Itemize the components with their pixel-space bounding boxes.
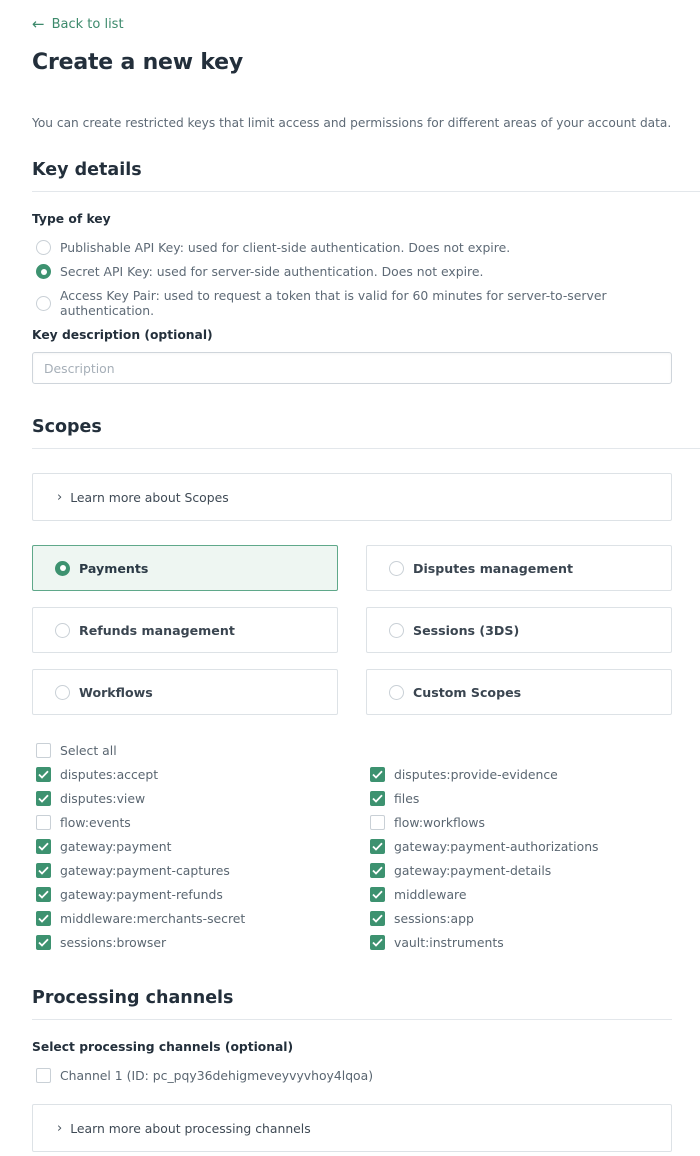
checkbox-icon [370, 815, 385, 830]
key-description-label: Key description (optional) [32, 328, 213, 342]
learn-more-processing-channels-label: Learn more about processing channels [70, 1120, 311, 1136]
channel-label: Channel 1 (ID: pc_pqy36dehigmeveyvyvhoy4lqoa) [60, 1068, 374, 1083]
scope-checkbox-gateway-payment-refunds[interactable] [36, 887, 223, 902]
scope-label: sessions:browser [60, 935, 167, 950]
page-title: Create a new key [32, 50, 244, 75]
key-type-access-key-pair[interactable] [36, 288, 700, 318]
scope-group-label: Sessions (3DS) [413, 622, 520, 638]
arrow-left-icon: ← [32, 15, 45, 33]
scopes-divider [32, 448, 700, 449]
learn-more-scopes-label: Learn more about Scopes [70, 489, 229, 505]
radio-checked-icon [36, 264, 51, 279]
scope-checkbox-middleware-merchants-secret[interactable] [36, 911, 245, 926]
scope-label: files [394, 791, 420, 806]
scope-group-label: Refunds management [79, 622, 235, 638]
key-type-secret[interactable] [36, 264, 483, 279]
scope-checkbox-disputes-provide-evidence[interactable] [370, 767, 558, 782]
scope-label: middleware [394, 887, 467, 902]
scope-group-refunds-management[interactable] [32, 607, 338, 653]
checkbox-checked-icon [36, 791, 51, 806]
key-description-input[interactable] [32, 352, 672, 384]
checkbox-checked-icon [370, 911, 385, 926]
scope-label: vault:instruments [394, 935, 504, 950]
radio-icon [389, 685, 404, 700]
checkbox-checked-icon [36, 911, 51, 926]
scope-label: disputes:view [60, 791, 146, 806]
scope-label: sessions:app [394, 911, 474, 926]
channel-checkbox-channel-1[interactable] [36, 1068, 373, 1083]
scope-group-label: Workflows [79, 684, 153, 700]
scope-checkbox-gateway-payment-authorizations[interactable] [370, 839, 599, 854]
scope-label: gateway:payment-authorizations [394, 839, 599, 854]
scopes-heading: Scopes [32, 417, 102, 437]
scope-label: disputes:provide-evidence [394, 767, 558, 782]
type-of-key-label: Type of key [32, 212, 111, 226]
scope-checkbox-middleware[interactable] [370, 887, 466, 902]
scope-checkbox-gateway-payment-details[interactable] [370, 863, 551, 878]
checkbox-checked-icon [36, 863, 51, 878]
scope-label: disputes:accept [60, 767, 159, 782]
chevron-right-icon: › [57, 489, 63, 505]
radio-icon [389, 561, 404, 576]
scope-checkbox-disputes-accept[interactable] [36, 767, 158, 782]
radio-icon [36, 240, 51, 255]
scope-label: middleware:merchants-secret [60, 911, 246, 926]
checkbox-checked-icon [36, 839, 51, 854]
scope-group-disputes-management[interactable] [366, 545, 672, 591]
radio-icon [36, 296, 51, 311]
key-type-label: Access Key Pair: used to request a token that is valid for 60 minutes for server-to-server authentication. [60, 288, 607, 318]
scope-checkbox-flow-events[interactable] [36, 815, 131, 830]
learn-more-processing-channels-accordion[interactable] [32, 1104, 672, 1152]
back-to-list-label: Back to list [51, 17, 124, 32]
page-intro: You can create restricted keys that limit access and permissions for different areas of your account data. [32, 116, 672, 130]
scope-label: flow:events [60, 815, 131, 830]
scope-label: gateway:payment-details [394, 863, 552, 878]
select-all-checkbox[interactable] [36, 743, 117, 758]
checkbox-icon [36, 743, 51, 758]
scope-label: gateway:payment-captures [60, 863, 230, 878]
scope-group-custom-scopes[interactable] [366, 669, 672, 715]
scope-label: flow:workflows [394, 815, 485, 830]
checkbox-checked-icon [36, 887, 51, 902]
processing-channels-heading: Processing channels [32, 988, 234, 1008]
scope-checkbox-flow-workflows[interactable] [370, 815, 485, 830]
radio-icon [55, 623, 70, 638]
checkbox-checked-icon [36, 767, 51, 782]
scope-checkbox-sessions-app[interactable] [370, 911, 474, 926]
scope-group-sessions-3ds[interactable] [366, 607, 672, 653]
learn-more-scopes-accordion[interactable] [32, 473, 672, 521]
select-processing-channels-label: Select processing channels (optional) [32, 1040, 294, 1054]
checkbox-checked-icon [370, 935, 385, 950]
back-to-list-link[interactable] [32, 17, 124, 32]
key-type-publishable[interactable] [36, 240, 510, 255]
scope-group-workflows[interactable] [32, 669, 338, 715]
scope-checkbox-sessions-browser[interactable] [36, 935, 166, 950]
scope-checkbox-files[interactable] [370, 791, 419, 806]
key-type-label: Secret API Key: used for server-side authentication. Does not expire. [60, 264, 484, 279]
checkbox-icon [36, 1068, 51, 1083]
key-details-heading: Key details [32, 160, 142, 180]
radio-icon [389, 623, 404, 638]
scope-checkbox-vault-instruments[interactable] [370, 935, 504, 950]
radio-checked-icon [55, 561, 70, 576]
checkbox-checked-icon [370, 839, 385, 854]
scope-label: gateway:payment [60, 839, 172, 854]
radio-icon [55, 685, 70, 700]
checkbox-checked-icon [370, 767, 385, 782]
scope-group-label: Payments [79, 560, 149, 576]
scope-checkbox-disputes-view[interactable] [36, 791, 145, 806]
processing-channels-divider [32, 1019, 672, 1020]
chevron-right-icon: › [57, 1120, 63, 1136]
select-all-label: Select all [60, 743, 117, 758]
checkbox-checked-icon [370, 887, 385, 902]
scope-checkbox-gateway-payment[interactable] [36, 839, 171, 854]
scope-group-label: Custom Scopes [413, 684, 522, 700]
key-type-label: Publishable API Key: used for client-side authentication. Does not expire. [60, 240, 511, 255]
checkbox-checked-icon [370, 791, 385, 806]
checkbox-icon [36, 815, 51, 830]
scope-group-payments[interactable] [32, 545, 338, 591]
checkbox-checked-icon [370, 863, 385, 878]
key-details-divider [32, 191, 700, 192]
scope-checkbox-gateway-payment-captures[interactable] [36, 863, 230, 878]
checkbox-checked-icon [36, 935, 51, 950]
scope-label: gateway:payment-refunds [60, 887, 223, 902]
scope-group-label: Disputes management [413, 560, 573, 576]
